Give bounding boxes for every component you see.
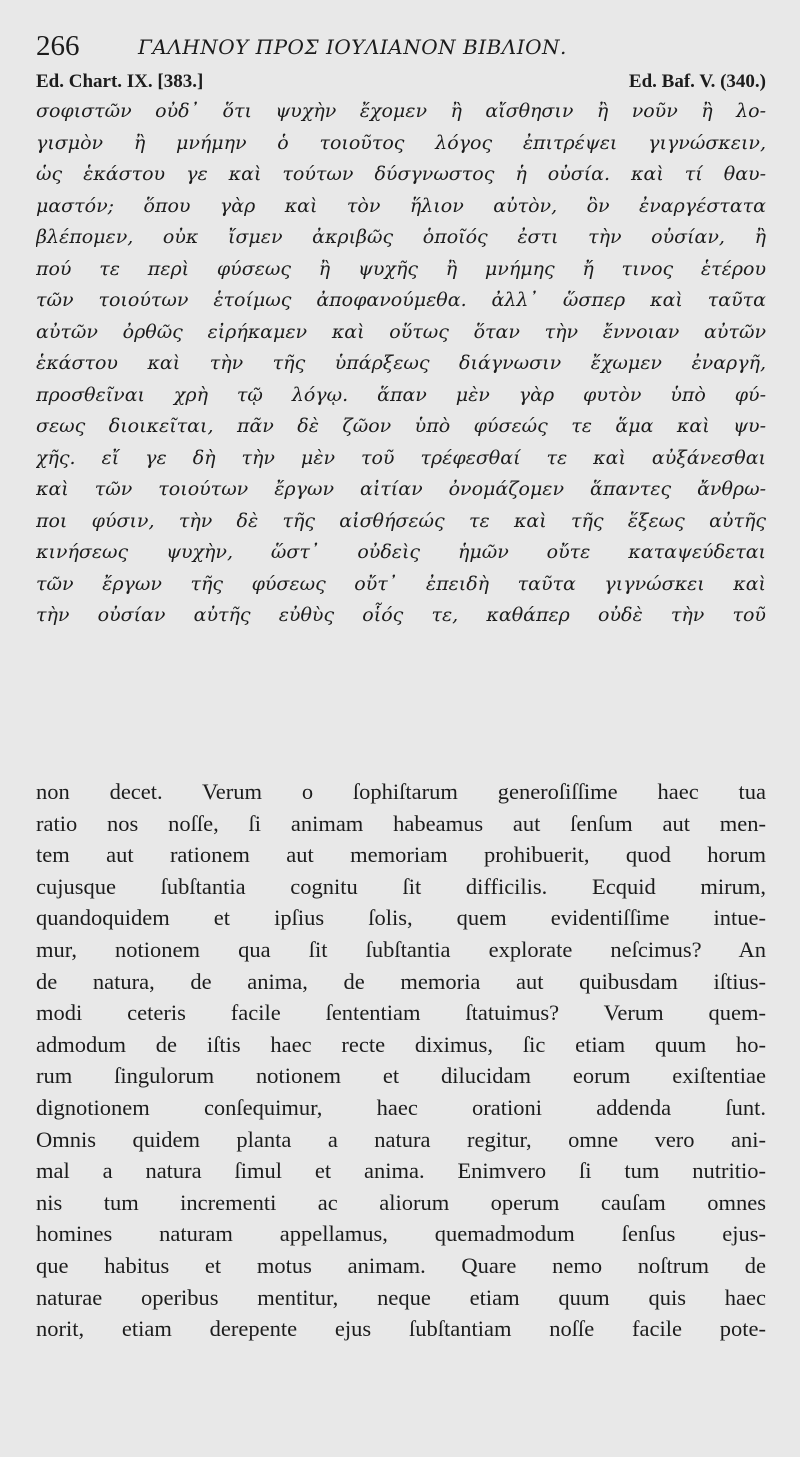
greek-text-line: αὐτῶν ὀρθῶς εἰρήκαμεν καὶ οὕτως ὅταν τὴν ἔννοιαν αὐτῶν	[36, 320, 766, 343]
running-head	[36, 30, 766, 64]
latin-text-line: dignotionem conſequimur, haec orationi addenda ſunt.	[36, 1094, 766, 1120]
latin-text-line: admodum de iſtis haec recte diximus, ſic etiam quum ho-	[36, 1031, 766, 1057]
latin-text-line: non decet. Verum o ſophiſtarum generoſiſſime haec tua	[36, 779, 766, 804]
greek-text-line: προσθεῖναι χρὴ τῷ λόγῳ. ἅπαν μὲν γὰρ φυτὸν ὑπὸ φύ-	[36, 383, 766, 406]
page-number: 266	[36, 30, 80, 62]
edition-reference-line	[36, 70, 766, 96]
latin-text-line: nis tum incrementi ac aliorum operum cauſam omnes	[36, 1189, 766, 1215]
greek-text-block	[36, 96, 766, 632]
edition-basel-reference: Ed. Baf. V. (340.)	[628, 71, 766, 92]
greek-text-line: σεως διοικεῖται, πᾶν δὲ ζῶον ὑπὸ φύσεώς τε ἅμα καὶ ψυ-	[36, 415, 766, 437]
greek-text-line: μαστόν; ὅπου γὰρ καὶ τὸν ἥλιον αὐτὸν, ὃν ἐναργέστατα	[36, 194, 766, 217]
greek-text-line: ὡς ἑκάστου γε καὶ τούτων δύσγνωστος ἡ οὐσία. καὶ τί θαυ-	[36, 163, 766, 185]
latin-text-line: quandoquidem et ipſius ſolis, quem evidentiſſime intue-	[36, 905, 766, 931]
greek-text-line: σοφιστῶν οὐδ᾽ ὅτι ψυχὴν ἔχομεν ἢ αἴσθησιν ἢ νοῦν ἢ λο-	[36, 100, 766, 122]
latin-text-line: mur, notionem qua ſit ſubſtantia explorate neſcimus? An	[36, 936, 766, 962]
latin-text-line: que habitus et motus animam. Quare nemo noſtrum de	[36, 1252, 766, 1278]
latin-text-block	[36, 776, 766, 1345]
latin-text-line: de natura, de anima, de memoria aut quibusdam iſtius-	[36, 968, 766, 994]
latin-text-line: naturae operibus mentitur, neque etiam quum quis haec	[36, 1284, 766, 1310]
greek-text-line: γισμὸν ἢ μνήμην ὁ τοιοῦτος λόγος ἐπιτρέψει γιγνώσκειν,	[36, 131, 766, 154]
greek-text-line: κινήσεως ψυχὴν, ὥστ᾽ οὐδεὶς ἡμῶν οὔτε καταψεύδεται	[36, 541, 766, 563]
latin-text-line: tem aut rationem aut memoriam prohibuerit, quod horum	[36, 842, 766, 868]
edition-chart-reference: Ed. Chart. IX. [383.]	[36, 71, 204, 92]
latin-text-line: norit, etiam derepente ejus ſubſtantiam noſſe facile pote-	[36, 1316, 766, 1342]
latin-text-line: homines naturam appellamus, quemadmodum ſenſus ejus-	[36, 1221, 766, 1247]
greek-text-line: τῶν ἔργων τῆς φύσεως οὔτ᾽ ἐπειδὴ ταῦτα γιγνώσκει καὶ	[36, 572, 766, 595]
greek-text-line: χῆς. εἴ γε δὴ τὴν μὲν τοῦ τρέφεσθαί τε καὶ αὐξάνεσθαι	[36, 446, 766, 469]
greek-text-line: τῶν τοιούτων ἑτοίμως ἀποφανούμεθα. ἀλλ᾽ ὥσπερ καὶ ταῦτα	[36, 289, 766, 311]
greek-text-line: τὴν οὐσίαν αὐτῆς εὐθὺς οἷός τε, καθάπερ οὐδὲ τὴν τοῦ	[36, 604, 766, 626]
greek-text-line: πού τε περὶ φύσεως ἢ ψυχῆς ἢ μνήμης ἤ τινος ἑτέρου	[36, 257, 766, 280]
latin-text-line: cujusque ſubſtantia cognitu ſit difficilis. Ecquid mirum,	[36, 873, 766, 899]
greek-text-line: ἑκάστου καὶ τὴν τῆς ὑπάρξεως διάγνωσιν ἔχωμεν ἐναργῆ,	[36, 352, 766, 374]
latin-text-line: ratio nos noſſe, ſi animam habeamus aut ſenſum aut men-	[36, 810, 766, 836]
latin-text-line: modi ceteris facile ſententiam ſtatuimus? Verum quem-	[36, 1000, 766, 1026]
greek-text-line: βλέπομεν, οὐκ ἴσμεν ἀκριβῶς ὁποῖός ἐστι τὴν οὐσίαν, ἢ	[36, 226, 766, 248]
latin-text-line: Omnis quidem planta a natura regitur, omne vero ani-	[36, 1126, 766, 1152]
running-title: ΓΑΛΗΝΟΥ ΠΡΟΣ ΙΟΥΛΙΑΝΟΝ ΒΙΒΛΙΟΝ.	[138, 35, 567, 59]
latin-text-line: rum ſingulorum notionem et dilucidam eorum exiſtentiae	[36, 1063, 766, 1089]
greek-text-line: καὶ τῶν τοιούτων ἔργων αἰτίαν ὀνομάζομεν ἅπαντες ἄνθρω-	[36, 478, 766, 500]
greek-text-line: ποι φύσιν, τὴν δὲ τῆς αἰσθήσεώς τε καὶ τῆς ἕξεως αὐτῆς	[36, 509, 766, 532]
latin-text-line: mal a natura ſimul et anima. Enimvero ſi tum nutritio-	[36, 1158, 766, 1184]
